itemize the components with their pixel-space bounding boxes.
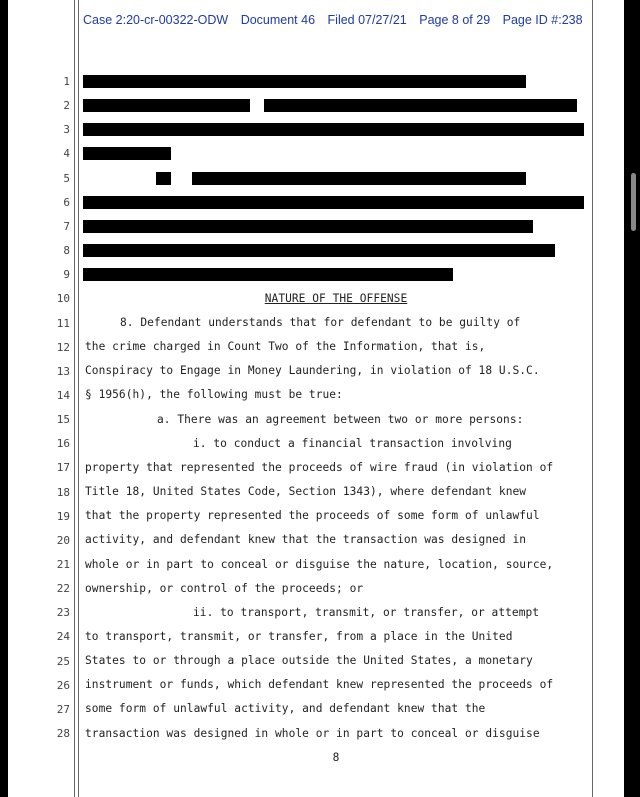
line-number: 4: [63, 147, 70, 161]
line-number: 11: [56, 316, 70, 330]
redaction-bar: [83, 99, 250, 112]
filed-date: Filed 07/27/21: [327, 13, 407, 27]
line-number: 13: [56, 364, 70, 378]
line-number: 23: [56, 606, 70, 620]
line-number: 6: [63, 195, 70, 209]
line-number: 22: [56, 582, 70, 596]
text-line: 8. Defendant understands that for defendant to be guilty of: [120, 316, 521, 329]
text-line: whole or in part to conceal or disguise the nature, location, source,: [85, 557, 554, 571]
redaction-bar: [264, 99, 577, 112]
text-line: i. to conduct a financial transaction involving: [193, 436, 512, 450]
line-number: 24: [56, 630, 70, 644]
line-number: 19: [56, 509, 70, 523]
page-count: Page 8 of 29: [419, 13, 491, 27]
document-page: [8, 0, 624, 797]
case-number: Case 2:20-cr-00322-ODW: [83, 13, 229, 27]
line-number: 12: [56, 340, 70, 354]
text-line: to transport, transmit, or transfer, from a place in the United: [85, 629, 513, 643]
redaction-bar: [192, 172, 526, 185]
line-number: 26: [56, 678, 70, 692]
line-number: 27: [56, 702, 70, 716]
redaction-bar: [83, 147, 171, 160]
margin-line-left-1: [74, 0, 75, 797]
text-line: property that represented the proceeds of wire fraud (in violation of: [85, 460, 554, 474]
line-number: 2: [63, 99, 70, 113]
margin-line-right: [592, 0, 593, 797]
line-number: 3: [63, 123, 70, 137]
redaction-bar: [83, 75, 526, 88]
text-line: transaction was designed in whole or in part to conceal or disguise: [85, 726, 540, 740]
line-number: 18: [56, 485, 70, 499]
line-number: 1: [63, 75, 70, 88]
text-line: ownership, or control of the proceeds; or: [85, 581, 364, 595]
page-id: Page ID #:238: [502, 13, 583, 27]
line-number: 8: [63, 244, 70, 258]
line-number: 20: [56, 533, 70, 547]
case-header: [83, 13, 592, 27]
redaction-bar: [83, 220, 533, 233]
text-line: instrument or funds, which defendant knew represented the proceeds of: [85, 678, 554, 692]
line-number: 16: [56, 437, 70, 451]
redaction-bar: [156, 172, 171, 185]
line-number: 21: [56, 558, 70, 571]
line-number: 5: [63, 171, 70, 185]
text-line: ii. to transport, transmit, or transfer, or attempt: [193, 605, 540, 619]
redaction-bar: [83, 196, 584, 209]
line-number: 14: [56, 388, 70, 402]
line-number: 17: [56, 461, 70, 475]
text-line: States to or through a place outside the United States, a monetary: [85, 654, 533, 668]
line-number: 10: [56, 292, 70, 306]
line-number: 15: [56, 413, 70, 427]
line-number: 9: [63, 268, 70, 282]
redaction-bar: [83, 123, 584, 136]
line-number: 28: [56, 727, 70, 741]
text-line: Title 18, United States Code, Section 1343), where defendant knew: [85, 485, 527, 499]
text-line: some form of unlawful activity, and defendant knew that the: [85, 702, 486, 716]
section-heading: NATURE OF THE OFFENSE: [264, 292, 408, 305]
text-line: activity, and defendant knew that the transaction was designed in: [85, 533, 527, 547]
scrollbar-thumb[interactable]: [631, 173, 636, 231]
text-line: § 1956(h), the following must be true:: [85, 388, 343, 402]
text-line: a. There was an agreement between two or more persons:: [157, 412, 524, 426]
page-number: 8: [332, 751, 340, 764]
redaction-bar: [83, 244, 555, 257]
line-number: 25: [56, 654, 70, 668]
line-number: 7: [63, 219, 70, 233]
text-line: that the property represented the proceeds of some form of unlawful: [85, 509, 540, 523]
margin-line-left-2: [78, 0, 79, 797]
redaction-bar: [83, 268, 453, 281]
text-line: Conspiracy to Engage in Money Laundering, in violation of 18 U.S.C.: [85, 364, 540, 378]
text-line: the crime charged in Count Two of the Information, that is,: [85, 340, 486, 354]
document-number: Document 46: [240, 13, 316, 27]
